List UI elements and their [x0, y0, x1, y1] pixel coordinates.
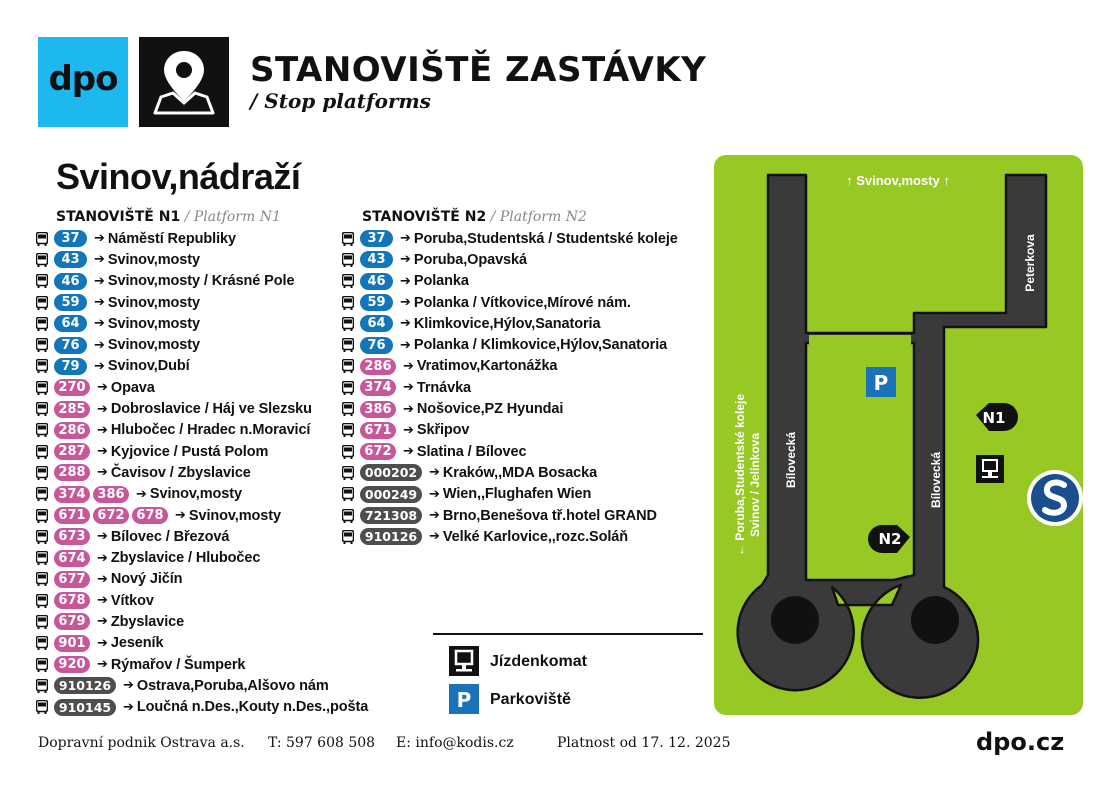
list-item [342, 271, 678, 292]
platform-n1-title: STANOVIŠTĚ N1 [56, 209, 181, 225]
footer-company: Dopravní podnik Ostrava a.s. [38, 735, 245, 751]
arrow-icon: ➔ [400, 316, 411, 332]
bus-icon [36, 594, 48, 608]
arrow-icon: ➔ [136, 486, 147, 502]
list-item [342, 420, 678, 441]
destination-label: Nový Jičín [110, 571, 183, 588]
platform-n2-lines [342, 228, 678, 547]
bus-icon [36, 551, 48, 565]
bus-icon [36, 679, 48, 693]
arrow-icon: ➔ [94, 295, 105, 311]
destination-label: Svinov,mosty [107, 315, 200, 332]
destination-label: Opava [110, 379, 155, 396]
line-badge: 79 [54, 358, 87, 375]
destination-label: Náměstí Republiky [107, 230, 236, 247]
bus-icon [342, 381, 354, 395]
bus-icon [342, 509, 354, 523]
bus-icon [36, 636, 48, 650]
line-badge: 910126 [54, 677, 116, 694]
list-item [342, 356, 678, 377]
arrow-icon: ➔ [94, 316, 105, 332]
arrow-icon: ➔ [400, 252, 411, 268]
destination-label: Rýmařov / Šumperk [110, 656, 246, 673]
list-item [342, 377, 678, 398]
parking-icon [449, 684, 479, 714]
line-badge: 285 [54, 401, 90, 418]
arrow-icon: ➔ [175, 508, 186, 523]
platform-n2-marker-label: N2 [878, 530, 902, 548]
footer-email: E: info@kodis.cz [396, 735, 514, 751]
line-badge: 721308 [360, 507, 422, 524]
bus-icon [36, 509, 48, 523]
platform-n1-title-en: / Platform N1 [184, 209, 281, 225]
line-badge: 374 [360, 379, 396, 396]
destination-label: Svinov,mosty [149, 486, 242, 503]
list-item [36, 484, 368, 505]
destination-label: Vratimov,Kartonážka [416, 358, 558, 375]
bus-icon [36, 253, 48, 267]
line-badge: 76 [360, 337, 393, 354]
bus-icon [36, 317, 48, 331]
bus-icon [342, 274, 354, 288]
destination-label: Svinov,mosty [107, 294, 200, 311]
list-item [36, 569, 368, 590]
line-badge: 64 [360, 315, 393, 332]
destination-label: Polanka / Klimkovice,Hýlov,Sanatoria [413, 337, 668, 354]
map-street-bilovecka-left: Bílovecká [784, 431, 798, 489]
list-item [36, 633, 368, 654]
list-item [342, 526, 678, 547]
destination-label: Skřipov [416, 422, 470, 439]
legend-ticket-machine-label: Jízdenkomat [490, 653, 587, 670]
list-item [36, 313, 368, 334]
bus-icon [36, 296, 48, 310]
destination-label: Wien,,Flughafen Wien [442, 486, 592, 503]
line-badge: 288 [54, 464, 90, 481]
line-badge: 910126 [360, 528, 422, 545]
bus-icon [36, 381, 48, 395]
platform-n1-lines [36, 228, 368, 718]
arrow-icon: ➔ [97, 529, 108, 545]
bus-icon [342, 338, 354, 352]
destination-label: Bílovec / Březová [110, 528, 230, 545]
location-pin-icon [139, 37, 229, 127]
list-item [36, 590, 368, 611]
map-side-label-2: Svinov / Jelínkova [748, 432, 762, 538]
platform-n2-title-en: / Platform N2 [490, 209, 587, 225]
list-item [36, 441, 368, 462]
list-item [36, 675, 368, 696]
dpo-logo [38, 37, 128, 127]
bus-icon [36, 615, 48, 629]
footer-phone: T: 597 608 508 [268, 735, 376, 751]
platform-n2-title: STANOVIŠTĚ N2 [362, 209, 487, 225]
arrow-icon: ➔ [94, 231, 105, 247]
line-badge: 673 [54, 528, 90, 545]
bus-icon [342, 423, 354, 437]
page-title: STANOVIŠTĚ ZASTÁVKY [250, 50, 707, 90]
line-badge: 287 [54, 443, 90, 460]
list-item [36, 697, 368, 718]
arrow-icon: ➔ [403, 358, 414, 374]
arrow-icon: ➔ [97, 614, 108, 630]
list-item [342, 292, 678, 313]
arrow-icon: ➔ [97, 571, 108, 587]
footer-validity: Platnost od 17. 12. 2025 [557, 735, 731, 751]
map-parking-symbol: P [873, 371, 889, 395]
arrow-icon: ➔ [94, 337, 105, 353]
destination-label: Zbyslavice / Hlubočec [110, 550, 261, 567]
destination-label: Trnávka [416, 379, 472, 396]
bus-icon [342, 232, 354, 246]
line-badge: 374 [54, 486, 90, 503]
list-item [342, 441, 678, 462]
roundabout-left [771, 596, 819, 644]
arrow-icon: ➔ [429, 486, 440, 502]
list-item [36, 377, 368, 398]
arrow-icon: ➔ [403, 444, 414, 460]
line-badge: 679 [54, 613, 90, 630]
arrow-icon: ➔ [97, 657, 108, 673]
destination-label: Loučná n.Des.,Kouty n.Des.,pošta [136, 699, 369, 716]
bus-icon [342, 359, 354, 373]
line-badge: 671 [54, 507, 90, 524]
roundabout-right [911, 596, 959, 644]
arrow-icon: ➔ [123, 678, 134, 694]
list-item [36, 462, 368, 483]
map-street-bilovecka-right: Bílovecká [929, 451, 943, 509]
line-badge: 37 [360, 230, 393, 247]
list-item [342, 505, 678, 526]
bus-icon [36, 445, 48, 459]
bus-icon [36, 338, 48, 352]
arrow-icon: ➔ [94, 252, 105, 268]
line-badge: 671 [360, 422, 396, 439]
list-item [342, 398, 678, 419]
stop-map [714, 155, 1083, 715]
destination-label: Svinov,mosty [188, 507, 281, 524]
line-badge: 920 [54, 656, 90, 673]
list-item [36, 334, 368, 355]
page-subtitle: / Stop platforms [250, 89, 431, 113]
bus-icon [36, 530, 48, 544]
line-badge: 43 [360, 251, 393, 268]
list-item [342, 334, 678, 355]
bus-icon [36, 658, 48, 672]
line-badge: 000202 [360, 464, 422, 481]
arrow-icon: ➔ [429, 508, 440, 523]
arrow-icon: ➔ [94, 273, 105, 289]
list-item [36, 611, 368, 632]
line-badge: 270 [54, 379, 90, 396]
bus-icon [36, 402, 48, 416]
line-badge: 677 [54, 571, 90, 588]
line-badge: 386 [93, 486, 129, 503]
list-item [342, 228, 678, 249]
list-item [36, 292, 368, 313]
line-badge: 286 [360, 358, 396, 375]
bus-icon [342, 296, 354, 310]
destination-label: Dobroslavice / Háj ve Slezsku [110, 401, 312, 418]
line-badge: 910145 [54, 699, 116, 716]
bus-icon [36, 466, 48, 480]
destination-label: Svinov,mosty [107, 337, 200, 354]
list-item [342, 462, 678, 483]
line-badge: 901 [54, 635, 90, 652]
arrow-icon: ➔ [94, 358, 105, 374]
destination-label: Hlubočec / Hradec n.Moravicí [110, 422, 311, 439]
line-badge: 386 [360, 401, 396, 418]
arrow-icon: ➔ [97, 401, 108, 417]
destination-label: Slatina / Bílovec [416, 443, 527, 460]
map-street-peterkova: Peterkova [1023, 234, 1037, 292]
destination-label: Kyjovice / Pustá Polom [110, 443, 269, 460]
destination-label: Vítkov [110, 592, 154, 609]
line-badge: 678 [54, 592, 90, 609]
arrow-icon: ➔ [97, 635, 108, 651]
destination-label: Kraków,,MDA Bosacka [442, 464, 598, 481]
list-item [36, 526, 368, 547]
arrow-icon: ➔ [97, 593, 108, 609]
bus-icon [342, 402, 354, 416]
destination-label: Polanka / Vítkovice,Mírové nám. [413, 294, 631, 311]
legend-divider [433, 633, 703, 635]
list-item [36, 249, 368, 270]
destination-label: Svinov,Dubí [107, 358, 190, 375]
line-badge: 59 [54, 294, 87, 311]
arrow-icon: ➔ [403, 422, 414, 438]
destination-label: Poruba,Studentská / Studentské koleje [413, 230, 678, 247]
destination-label: Zbyslavice [110, 613, 185, 630]
arrow-icon: ➔ [97, 465, 108, 481]
line-badge: 000249 [360, 486, 422, 503]
bus-icon [36, 487, 48, 501]
dpo-logo-text: dpo [48, 59, 118, 99]
arrow-icon: ➔ [400, 231, 411, 247]
line-badge: 678 [132, 507, 168, 524]
bus-icon [36, 700, 48, 714]
arrow-icon: ➔ [400, 295, 411, 311]
bus-icon [342, 445, 354, 459]
destination-label: Klimkovice,Hýlov,Sanatoria [413, 315, 601, 332]
bus-icon [342, 253, 354, 267]
arrow-icon: ➔ [403, 380, 414, 396]
list-item [36, 398, 368, 419]
destination-label: Jeseník [110, 635, 164, 652]
platform-n2-heading [362, 209, 587, 225]
line-badge: 76 [54, 337, 87, 354]
destination-label: Čavisov / Zbyslavice [110, 464, 251, 481]
map-side-label-1: ← Poruba,Studentské koleje [733, 393, 747, 557]
arrow-icon: ➔ [400, 337, 411, 353]
destination-label: Velké Karlovice,,rozc.Soláň [442, 528, 628, 545]
arrow-icon: ➔ [97, 444, 108, 460]
arrow-icon: ➔ [97, 550, 108, 566]
destination-label: Ostrava,Poruba,Alšovo nám [136, 677, 329, 694]
arrow-icon: ➔ [97, 380, 108, 396]
destination-label: Poruba,Opavská [413, 251, 527, 268]
list-item [36, 654, 368, 675]
destination-label: Svinov,mosty [107, 251, 200, 268]
line-badge: 43 [54, 251, 87, 268]
line-badge: 64 [54, 315, 87, 332]
bus-icon [342, 487, 354, 501]
line-badge: 46 [360, 273, 393, 290]
list-item [36, 505, 368, 526]
arrow-icon: ➔ [429, 465, 440, 481]
arrow-icon: ➔ [123, 699, 134, 715]
line-badge: 672 [93, 507, 129, 524]
stop-name: Svinov,nádraží [56, 156, 301, 197]
line-badge: 37 [54, 230, 87, 247]
destination-label: Svinov,mosty / Krásné Pole [107, 273, 295, 290]
bus-icon [342, 466, 354, 480]
destination-label: Polanka [413, 273, 469, 290]
list-item [342, 484, 678, 505]
arrow-icon: ➔ [429, 529, 440, 545]
arrow-icon: ➔ [97, 422, 108, 438]
list-item [36, 228, 368, 249]
list-item [36, 420, 368, 441]
list-item [36, 547, 368, 568]
line-badge: 46 [54, 273, 87, 290]
bus-icon [342, 317, 354, 331]
platform-n1-heading [56, 209, 281, 225]
list-item [36, 356, 368, 377]
list-item [36, 271, 368, 292]
platform-n1-marker-label: N1 [982, 409, 1006, 427]
legend-parking-label: Parkoviště [490, 691, 571, 708]
arrow-icon: ➔ [400, 273, 411, 289]
bus-icon [36, 423, 48, 437]
bus-icon [342, 530, 354, 544]
destination-label: Brno,Benešova tř.hotel GRAND [442, 507, 657, 524]
line-badge: 672 [360, 443, 396, 460]
ticket-machine-icon [449, 646, 479, 676]
line-badge: 674 [54, 550, 90, 567]
bus-icon [36, 274, 48, 288]
destination-label: Nošovice,PZ Hyundai [416, 401, 564, 418]
bus-icon [36, 359, 48, 373]
map-top-label: ↑ Svinov,mosty ↑ [846, 173, 950, 188]
footer-brand[interactable]: dpo.cz [976, 728, 1065, 756]
list-item [342, 313, 678, 334]
line-badge: 286 [54, 422, 90, 439]
arrow-icon: ➔ [403, 401, 414, 417]
line-badge: 59 [360, 294, 393, 311]
bus-icon [36, 232, 48, 246]
bus-icon [36, 572, 48, 586]
legend-parking-symbol: P [456, 688, 472, 712]
list-item [342, 249, 678, 270]
